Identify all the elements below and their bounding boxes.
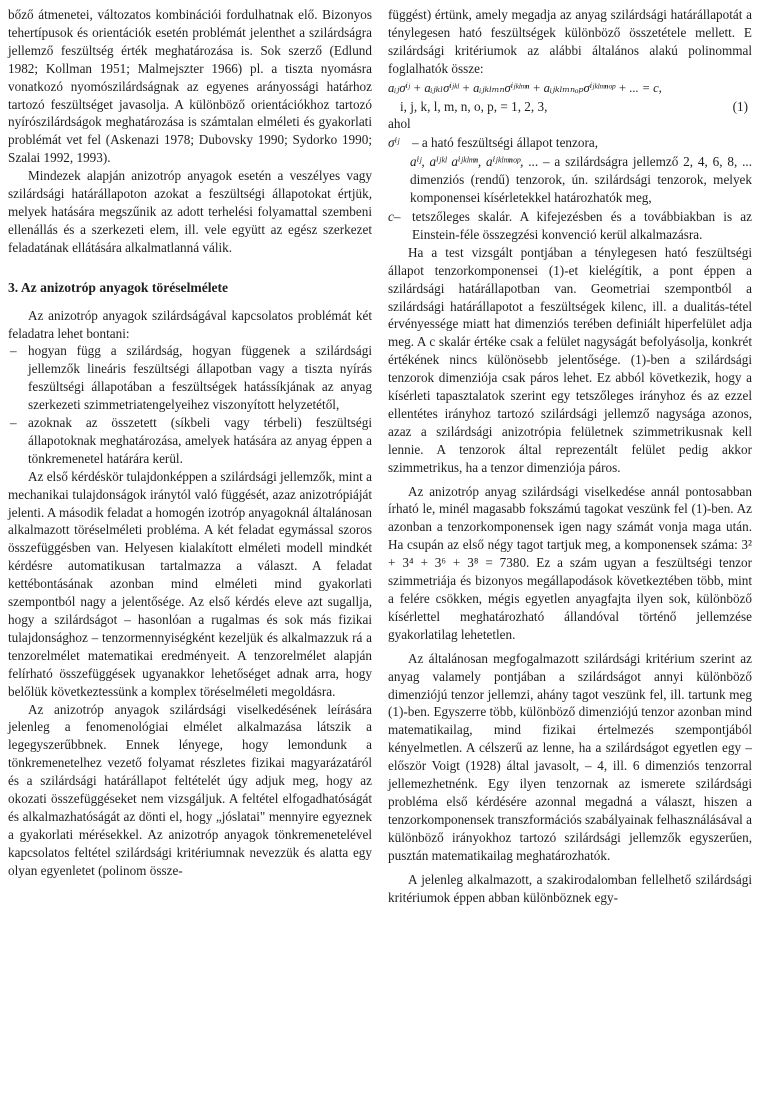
paragraph: függést) értünk, amely megadja az anyag szilárdsági határállapotát a ténylegesen ható feszültségek különböző összetétele mellett. E szilárdsági kritériumok az alábbi általános alakú polinommal foglalhatók össze: (388, 7, 752, 76)
paragraph: Az anizotróp anyagok szilárdsági viselkedésének leírására jelenleg a fenomenológiai elmélet alkalmazása látszik a legegyszerűbbnek. Ennek lényege, hogy lemondunk a tönkremenetelhez vezető folyamat részletes fizikai magyarázatáról és a szilárdsági határállapot feltételét úgy adjuk meg, hogy az okozati összefüggéseket nem vizsgáljuk. A feltétel elfogadhatóságát és alkalmazhatóságát az dönti el, hogy „jóslatai" mennyire egyeznek a gyakorlati mérésekkel. Az anizotróp anyagok tönkremenetelével kapcsolatos feltétel szilárdsági kritériumnak nevezzük és alatta egy olyan egyenletet (polinom össze- (8, 701, 372, 878)
equation-number: (1) (732, 98, 748, 114)
paragraph: bőző átmenetei, változatos kombinációi fordulhatnak elő. Bizonyos tehertípusok és orientációk esetén problémát jelenthet a szilárdságra jellemző feszültség érték meghatározása is. Sok szerző (Edlund 1982; Kollman 1951; Malmejszter 1966) pl. a tiszta nyomásra vonatkozó nyomószilárdságnak az egyenes arányossági határhoz tartozó feszültséget javasolja. A különböző orientációkhoz tartozó nyírószilárdságok meghatározása is számtalan elméleti és gyakorlati problémát vet fel (Askenazi 1978; Dubovsky 1990; Sydorko 1990; Szalai 1992, 1993). (8, 7, 372, 166)
paragraph: Mindezek alapján anizotróp anyagok esetén a veszélyes vagy szilárdsági határállapoton azokat a feszültségi állapotokat értjük, melyek hatására megszűnik az adott terhelési folyamattal szembeni ellenállás és a szerkezeti elem, ill. vele együtt az egész szerkezet feladatának ellátására alkalmatlanná válik. (8, 168, 372, 255)
paragraph: Az anizotróp anyagok szilárdságával kapcsolatos problémát két feladatra lehet bontani: (8, 307, 372, 341)
paragraph: Az első kérdéskör tulajdonképpen a szilárdsági jellemzők, mint a mechanikai tulajdonságok iránytól való függését, azaz anizotrópiáját jelenti. A második feladat a homogén izotróp anyagoknál általánosan alkalmazott töréselméleti probléma. A két feladat egymással szoros összefüggésben van. Helyesen kialakított elméleti modell mindkét kérdésre automatikusan tartalmazza a választ. A feladat kettébontásának azonban mind elméleti mind gyakorlati szempontból nagy a jelentősége. Az első kérdés eleve azt sugallja, hogy a szilárdságot – hasonlóan a rugalmas és sok más fizikai tulajdonsághoz – tenzormennyiségként kezeljük és alkalmazzuk rá a tenzorelmélet matematikai eredményeit. A tenzorelmélet alapján felírható összefüggések ugyanakkor lehetőséget adnak arra, hogy belőlük következtessünk a komplex töréselméleti megoldásra. (8, 468, 372, 699)
symbol-definitions (388, 134, 752, 243)
paragraph: Ha a test vizsgált pontjában a ténylegesen ható feszültségi állapot tenzorkomponensei (1)-et kielégítik, a pont éppen a szilárdsági határállapotban van. Geometriai szempontból a szilárdsági határállapotot a feszültségek kilenc, ill. a dualitás-tétel érvényessége miatt hat dimenziós terében definiált hiperfelület adja meg. A c skalár értéke csak a felület nagyságát befolyásolja, konkrét értékének nincs különösebb jelentősége. (1)-ben a szilárdsági tenzorok dimenziója csak páros lehet. Ez abból következik, hogy a kísérleti tapasztalatok szerint egy tetszőleges irányhoz és az ezzel ellentétes irányhoz tartozó szilárdsági jellemző nagysága azonos, azaz a szilárdsági anizotrópia felületnek szimmetrikusnak kell lennie. A tenzorok által reprezentált felület pedig akkor szimmetrikus, ha a tenzor dimenziója páros. (388, 244, 752, 475)
list-item: – hogyan függ a szilárdság, hogyan függenek a szilárdsági jellemzők lineáris feszültségi állapotban vagy a tiszta nyírás feszültségi állapotában a feszültségek hatássíkjának az anyag szerkezeti szimmetriatengelyeihez viszonyított helyzetétől, (8, 342, 372, 414)
section-heading: 3. Az anizotróp anyagok töréselmélete (8, 279, 229, 295)
paragraph: Az anizotróp anyag szilárdsági viselkedése annál pontosabban írható le, minél magasabb fokszámú tagokat veszünk fel (1)-ben. Az azonban a tenzorkomponensek igen nagy számát vonja maga után. Ha csupán az első négy tagot tartjuk meg, a komponensek száma: 3² + 3⁴ + 3⁶ + 3⁸ = 7380. Ez a szám ugyan a feszültségi tenzor szimmetriája és bizonyos megállapodások következtében több, mint a felére csökken, mégis egyetlen anyagfajta ilyen sok, különböző kísérlettel meghatározható állandóval történő jellemzése gyakorlatilag lehetetlen. (388, 483, 752, 642)
right-column (388, 6, 752, 906)
definition-symbol: aⁱʲ, aⁱʲᵏˡ aⁱʲᵏˡᵐⁿ, aⁱʲᵏˡᵐⁿᵒᵖ, (410, 154, 524, 170)
definition-text: ... – a szilárdságra jellemző 2, 4, 6, 8, ... dimenziós (rendű) tenzorok, ún. szilárdsági tenzorok, melyek komponensei kísérletekkel határozhatók meg, (410, 154, 753, 206)
definition-item (388, 153, 752, 207)
list-item: – azoknak az összetett (síkbeli vagy térbeli) feszültségi állapotoknak meghatározása, amelyek hatására az anyag éppen a tönkremenetel határára kerül. (8, 414, 372, 468)
definition-symbol: c– (388, 208, 401, 224)
definition-item (388, 208, 752, 244)
definition-text: tetszőleges skalár. A kifejezésben és a továbbiakban is az Einstein-féle összegzési konvenció kerül alkalmazásra. (412, 208, 752, 242)
paragraph: Az általánosan megfogalmazott szilárdsági kritérium szerint az anyag valamely pontjában a szilárdságot annyi különböző dimenziójú tenzor jellemzi, ahány tagot veszünk fel, ill. tartunk meg (1)-ben. Egyszerre több, különböző dimenziójú tenzor azonban mind matematikailag, mind fizikai értelmezés szempontjából kényelmetlen. A célszerű az lenne, ha a szilárdságot egyetlen egy – először Voigt (1928) által javasolt, – 4, ill. 6 dimenziós tenzorral jellemezhetnénk. Egy ilyen tenzornak az ismerete szilárdsági probléma első kérdésére azonnal megadná a választ, hiszen a tenzorkomponensek transzformációs szabályainak felhasználásával a különböző irányokhoz tartozó szilárdsági jellemzők egyszerűen, pusztán matematikailag meghatározhatók. (388, 650, 752, 863)
paragraph: A jelenleg alkalmazott, a szakirodalomban fellelhető szilárdsági kritériumok éppen abban különböznek egy- (388, 871, 752, 905)
definition-item (388, 134, 752, 152)
index-line (388, 98, 752, 116)
definition-text: – a ható feszültségi állapot tenzora, (412, 135, 599, 151)
index-range: i, j, k, l, m, n, o, p, = 1, 2, 3, (400, 98, 548, 114)
dash-list (8, 342, 372, 467)
strength-criterion-formula: aᵢⱼσⁱʲ + aᵢⱼₖₗσⁱʲᵏˡ + aᵢⱼₖₗₘₙσⁱʲᵏˡᵐⁿ + aᵢⱼₖₗₘₙₒₚσⁱʲᵏˡᵐⁿᵒᵖ + ... = c, (388, 80, 662, 95)
where-label: ahol (388, 116, 411, 132)
left-column (8, 6, 372, 880)
definition-symbol: σⁱʲ (388, 135, 400, 151)
